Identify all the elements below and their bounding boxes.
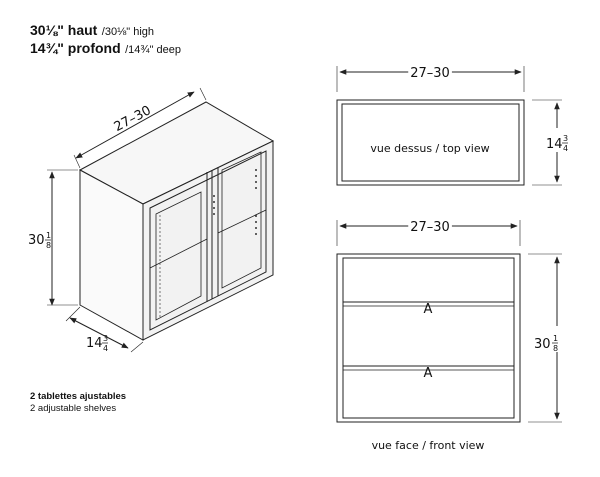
top-view-caption: vue dessus / top view xyxy=(370,142,490,155)
shelf-marker-upper: A xyxy=(423,302,433,317)
front-height-whole: 30 xyxy=(534,337,551,352)
iso-height-label xyxy=(28,231,51,250)
front-height-num: 1 xyxy=(553,334,559,343)
iso-width-label: 27–30 xyxy=(111,103,154,136)
iso-depth-whole: 14 xyxy=(86,336,103,351)
iso-height-den: 8 xyxy=(46,241,52,250)
depth-spec-en: /14¾" deep xyxy=(125,44,182,56)
top-view-depth-label xyxy=(543,128,577,153)
front-height-den: 8 xyxy=(553,344,559,353)
shelves-note-en: 2 adjustable shelves xyxy=(30,403,117,414)
height-spec-fr: 30⅛" haut xyxy=(30,22,98,38)
shelves-note-fr: 2 tablettes ajustables xyxy=(30,391,127,402)
iso-depth-num: 3 xyxy=(103,334,109,343)
iso-depth-den: 4 xyxy=(103,344,109,353)
height-spec-en: /30⅛" high xyxy=(101,26,155,38)
isometric-view xyxy=(47,88,273,352)
front-view-height-label xyxy=(532,326,574,353)
iso-height-num: 1 xyxy=(46,231,52,240)
top-depth-num: 3 xyxy=(563,134,569,143)
top-depth-den: 4 xyxy=(563,144,569,153)
front-view-width-label: 27–30 xyxy=(410,220,450,235)
shelf-marker-lower: A xyxy=(423,366,433,381)
iso-height-whole: 30 xyxy=(28,233,45,248)
front-view-caption: vue face / front view xyxy=(371,439,485,452)
front-view xyxy=(337,220,562,422)
top-view xyxy=(337,66,562,185)
top-view-width-label: 27–30 xyxy=(410,66,450,81)
top-depth-whole: 14 xyxy=(546,137,563,152)
depth-spec-fr: 14¾" profond xyxy=(30,40,121,56)
iso-depth-label xyxy=(86,334,108,353)
